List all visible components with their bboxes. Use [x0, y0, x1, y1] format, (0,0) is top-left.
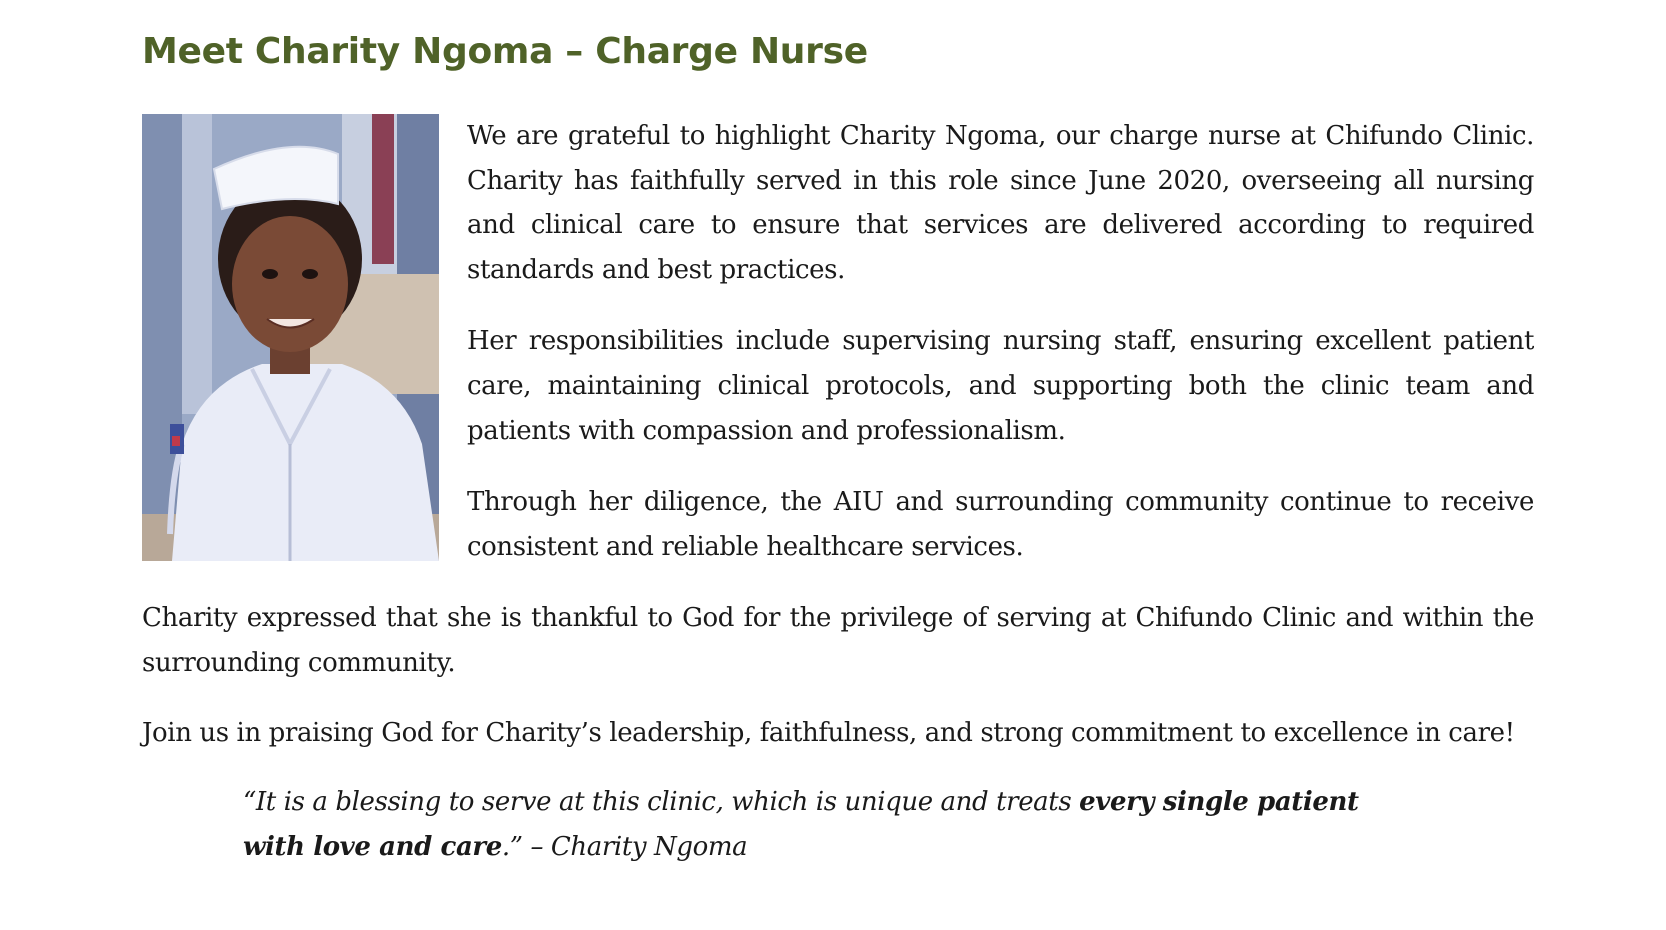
body-paragraph: Charity expressed that she is thankful to God for the privilege of serving at Chifundo Clinic and within the surrounding community. [142, 603, 1534, 678]
body-paragraph: Join us in praising God for Charity’s leadership, faithfulness, and strong commitment to excellence in care! [142, 717, 1515, 748]
nurse-portrait-photo [142, 114, 439, 561]
newsletter-article [142, 28, 1534, 869]
intro-text-column [467, 114, 1534, 569]
intro-paragraph: We are grateful to highlight Charity Ngoma, our charge nurse at Chifundo Clinic. Charity has faithfully served in this role since June 2020, overseeing all nursing and clinical care to ensure that services are delivered according to required standards and best practices. [467, 121, 1534, 285]
quote-attribution: .” – Charity Ngoma [501, 831, 748, 862]
quote-emphasis: every single patient with love and care [243, 787, 1359, 862]
article-heading: Meet Charity Ngoma – Charge Nurse [142, 31, 868, 72]
intro-paragraph: Through her diligence, the AIU and surrounding community continue to receive consistent and reliable healthcare services. [467, 487, 1534, 562]
pull-quote [243, 780, 1383, 869]
intro-paragraph: Her responsibilities include supervising nursing staff, ensuring excellent patient care, maintaining clinical protocols, and supporting both the clinic team and patients with compassion and professionalism. [467, 326, 1534, 446]
quote-opening-text: “It is a blessing to serve at this clinic, which is unique and treats [243, 787, 1080, 818]
portrait-illustration [142, 114, 439, 561]
intro-section [142, 114, 1534, 569]
